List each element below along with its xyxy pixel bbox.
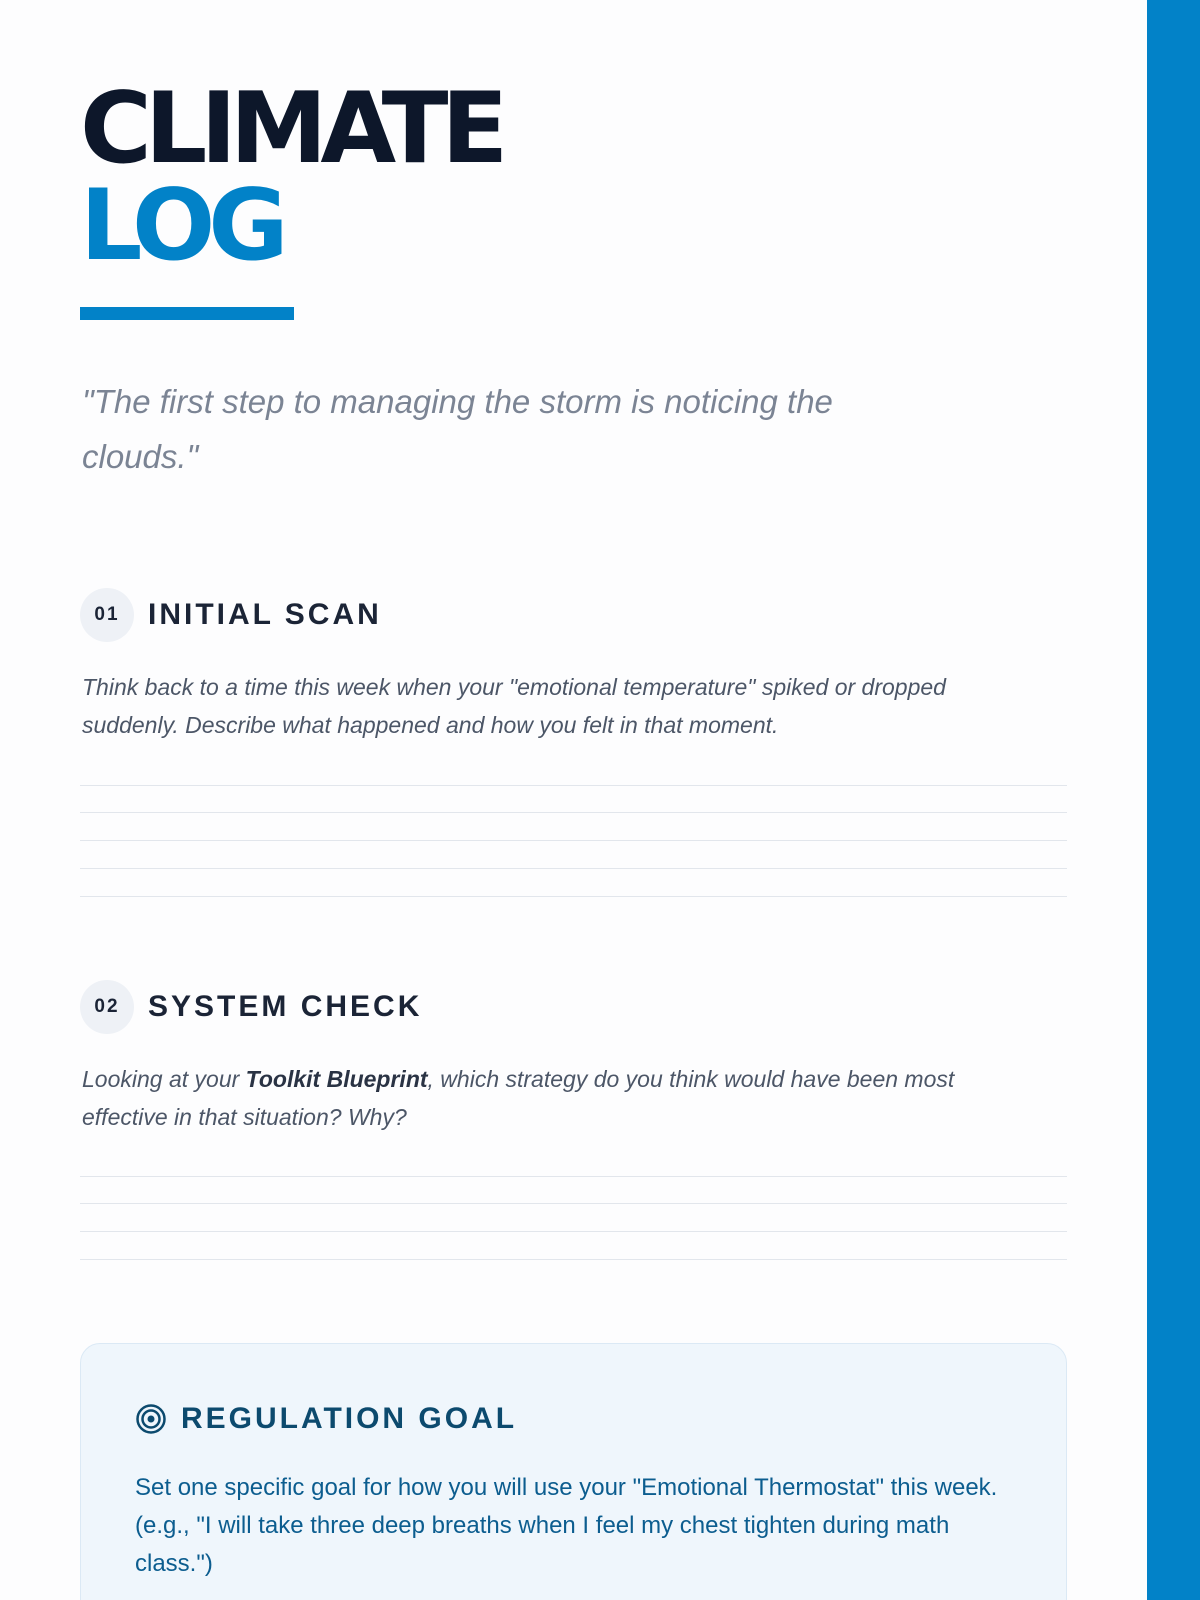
answer-line[interactable] [80, 813, 1067, 841]
title-climate: CLIMATE [80, 72, 502, 186]
toolkit-blueprint-reference: Toolkit Blueprint [245, 1066, 428, 1092]
section-system-check-header [80, 980, 422, 1034]
intro-quote: "The first step to managing the storm is noticing the clouds." [82, 383, 833, 475]
answer-lines-system-check[interactable] [80, 1176, 1067, 1260]
section-title: SYSTEM CHECK [148, 990, 423, 1023]
answer-line[interactable] [80, 1204, 1067, 1232]
regulation-goal-title: REGULATION GOAL [181, 1402, 518, 1435]
answer-line[interactable] [80, 1232, 1067, 1260]
target-icon [135, 1403, 167, 1435]
regulation-goal-text: Set one specific goal for how you will use your "Emotional Thermostat" this week. (e.g., "I will take three deep breaths when I feel my chest tighten during math class.") [135, 1474, 998, 1577]
section-title: INITIAL SCAN [148, 598, 382, 631]
answer-line[interactable] [80, 1176, 1067, 1204]
prompt-text-end: , which strategy do you think would have been most effective in that situation? Why? [82, 1066, 955, 1130]
section-initial-scan-header [80, 588, 382, 642]
prompt-text-start: Looking at your [82, 1066, 246, 1092]
answer-line[interactable] [80, 785, 1067, 813]
section-number-badge: 02 [80, 980, 134, 1034]
section-system-check-prompt [82, 1060, 1042, 1136]
answer-line[interactable] [80, 869, 1067, 897]
answer-lines-initial-scan[interactable] [80, 785, 1067, 897]
regulation-goal-card [80, 1343, 1067, 1600]
regulation-goal-header [135, 1402, 517, 1436]
section-initial-scan-prompt: Think back to a time this week when your "emotional temperature" spiked or dropped suddenly. Describe what happened and how you felt in that moment. [82, 674, 946, 738]
title-underline [80, 307, 294, 320]
section-number-badge: 01 [80, 588, 134, 642]
title-log: LOG [80, 169, 282, 283]
accent-side-bar [1147, 0, 1200, 1600]
answer-line[interactable] [80, 841, 1067, 869]
